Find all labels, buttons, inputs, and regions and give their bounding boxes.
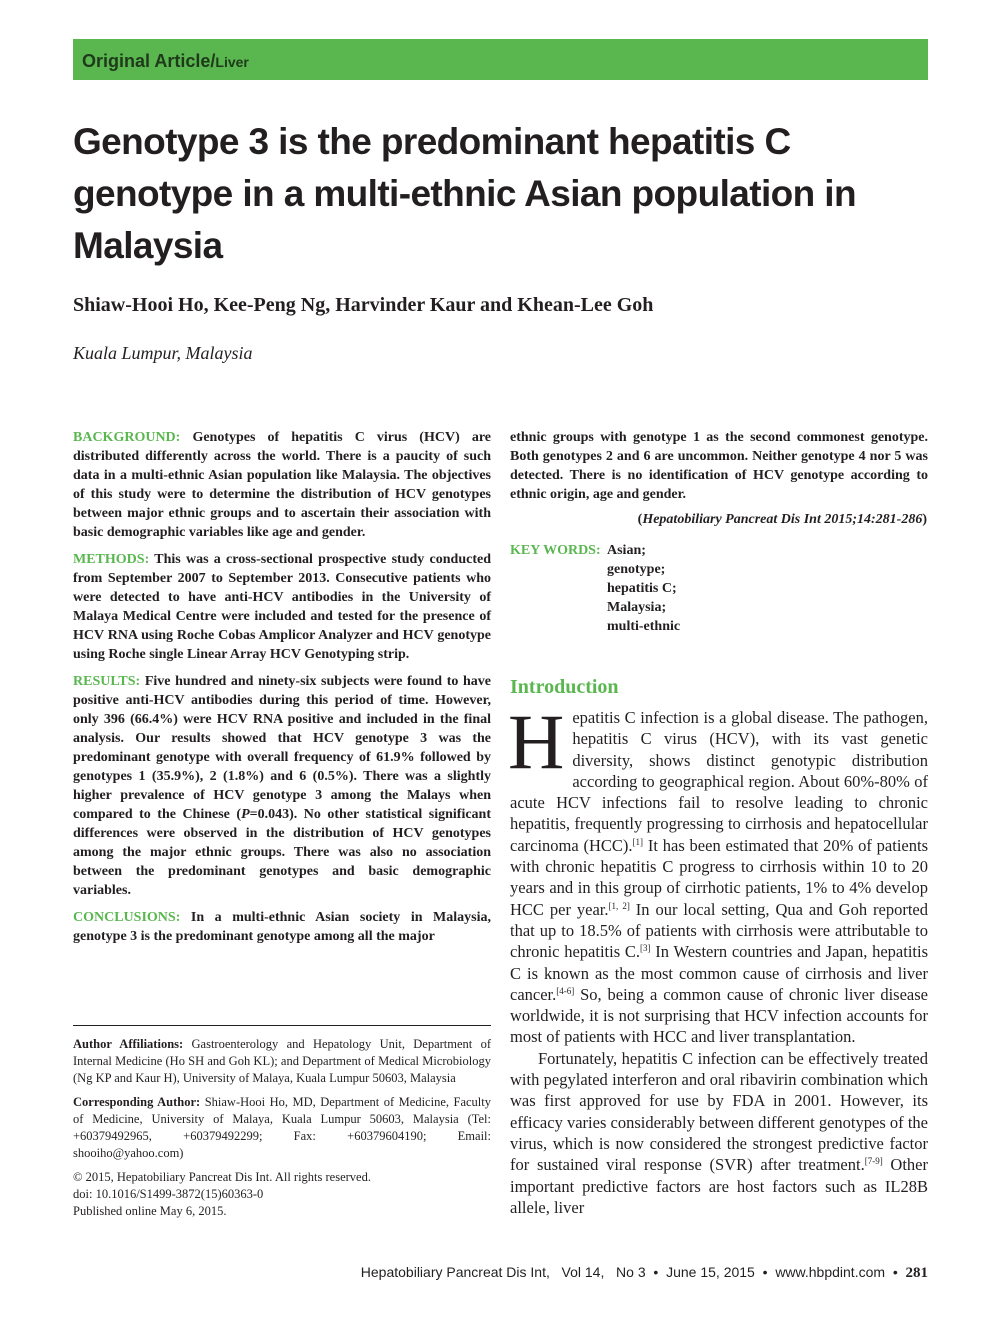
author-list: Shiaw-Hooi Ho, Kee-Peng Ng, Harvinder Kaur and Khean-Lee Goh xyxy=(73,294,654,316)
affiliation-label: Author Affiliations: xyxy=(73,1037,184,1051)
results-p-symbol: P xyxy=(241,807,250,822)
abstract-left-column xyxy=(73,428,491,954)
footnote-divider xyxy=(73,1025,491,1026)
abstract-background xyxy=(73,428,491,542)
conclusions-label: CONCLUSIONS: xyxy=(73,910,181,925)
footer-journal: Hepatobiliary Pancreat Dis Int, xyxy=(360,1264,550,1280)
abstract-citation xyxy=(510,512,927,528)
introduction-heading: Introduction xyxy=(510,676,619,698)
keyword-item: multi-ethnic xyxy=(607,619,681,634)
citation-open: ( xyxy=(637,512,643,527)
footer-volume: Vol 14, xyxy=(561,1264,605,1280)
doi-line[interactable]: doi: 10.1016/S1499-3872(15)60363-0 xyxy=(73,1187,264,1201)
affiliation-note xyxy=(73,1036,491,1087)
conclusions-continued: ethnic groups with genotype 1 as the second commonest genotype. Both genotypes 2 and 6 are uncommon. Neither genotype 4 nor 5 was detected. There is no identification of HCV genotype according to ethnic origin, age and gender. xyxy=(510,430,928,502)
page-footer xyxy=(283,1264,928,1282)
background-label: BACKGROUND: xyxy=(73,430,181,445)
introduction-body xyxy=(508,698,929,1218)
intro-paragraph-2 xyxy=(510,1048,928,1218)
citation-text: Hepatobiliary Pancreat Dis Int 2015;14:281-286 xyxy=(642,512,923,527)
footer-url[interactable]: www.hbpdint.com xyxy=(775,1264,886,1280)
article-title: Genotype 3 is the predominant hepatitis C genotype in a multi-ethnic Asian population in Malaysia xyxy=(73,121,856,266)
intro-text: Fortunately, hepatitis C infection can be effectively treated with pegylated interferon and oral ribavirin combination which was first approved for use by FDA in 2001. However, its efficacy varies considerably between different genotypes of the virus, which is now considered the strongest predictive factor for sustained viral response (SVR) after treatment. xyxy=(510,1048,928,1175)
corresponding-text: Shiaw-Hooi Ho, MD, Department of Medicine, Faculty of Medicine, University of Malaya, Kuala Lumpur 50603, Malaysia (Tel: +60379492965, +60379492299; Fax: +60379604190; Email: shooiho@yahoo.com) xyxy=(73,1095,491,1160)
methods-label: METHODS: xyxy=(73,552,150,567)
section-header-bar xyxy=(73,39,928,80)
intro-text: So, being a common cause of chronic liver disease worldwide, it is not surprising that HCV infection accounts for most of patients with HCC and liver transplantation. xyxy=(510,984,928,1047)
methods-text: This was a cross-sectional prospective study conducted from September 2007 to September 2013. Consecutive patients who were detected to have anti-HCV antibodies in the University of Malaya Medical Centre were included and tested for the presence of HCV RNA using Roche Cobas Amplicor Analyzer and HCV genotype using Roche single Linear Array HCV Genotyping strip. xyxy=(73,552,491,662)
corresponding-author-note xyxy=(73,1094,491,1162)
affiliation-text: Gastroenterology and Hepatology Unit, Department of Internal Medicine (Ho SH and Goh KL); and Department of Medical Microbiology (Ng KP and Kaur H), University of Malaya, Kuala Lumpur 50603, Malaysia xyxy=(73,1037,491,1085)
intro-text: Other important predictive factors are host factors such as IL28B allele, liver xyxy=(510,1155,928,1217)
page-number: 281 xyxy=(905,1265,928,1281)
conclusions-text-1: In a multi-ethnic Asian society in Malaysia, genotype 3 is the predominant genotype among all the major xyxy=(73,910,491,944)
abstract-conclusions xyxy=(73,908,491,946)
intro-paragraph-1 xyxy=(508,698,929,1048)
footer-issue: No 3 xyxy=(616,1264,646,1280)
section-name: Original Article xyxy=(82,51,211,71)
results-text-1: Five hundred and ninety-six subjects were found to have positive anti-HCV antibodies during this period of time. However, only 396 (66.4%) were HCV RNA positive and included in the final analysis. Our results showed that HCV genotype 3 was the predominant genotype with overall frequency of 61.9% followed by genotypes 1 (35.9%), 2 (1.8%) and 6 (0.5%). There was a slightly higher prevalence of HCV genotype 3 among the Malays when compared to the Chinese ( xyxy=(73,674,491,822)
drop-cap: H xyxy=(508,698,565,785)
results-text-2: =0.043). No other statistical significant differences were observed in the distribution of HCV genotypes among the major ethnic groups. There was also no association between the predominant genotypes and basic demographic variables. xyxy=(73,807,491,898)
footer-separator: • xyxy=(892,1264,898,1280)
abstract-right-column xyxy=(510,428,928,512)
keyword-item: genotype; xyxy=(607,562,666,577)
abstract-methods xyxy=(73,550,491,664)
reference-link[interactable]: [1, 2] xyxy=(608,900,630,911)
keyword-item: hepatitis C; xyxy=(607,581,677,596)
author-location: Kuala Lumpur, Malaysia xyxy=(73,343,253,363)
intro-text: In Western countries and Japan, hepatitis C is known as the most common cause of cirrhosis and liver cancer. xyxy=(510,942,929,1004)
section-label: Original Article/Liver xyxy=(82,51,249,71)
keywords-label: KEY WORDS: xyxy=(510,543,601,558)
footer-date: June 15, 2015 xyxy=(666,1264,755,1280)
citation-close: ) xyxy=(922,512,927,527)
keyword-item: Asian; xyxy=(607,543,646,558)
abstract-results xyxy=(73,672,491,900)
intro-text: In our local setting, Qua and Goh reported that up to 18.5% of patients with cirrhosis were attributable to chronic hepatitis C. xyxy=(510,899,928,962)
corresponding-label: Corresponding Author: xyxy=(73,1095,201,1109)
intro-text: It has been estimated that 20% of patients with chronic hepatitis C progress to cirrhosis within 10 to 20 years and in this group of cirrhotic patients, 1% to 4% develop HCC per year. xyxy=(510,835,928,919)
published-line: Published online May 6, 2015. xyxy=(73,1204,227,1218)
footer-separator: • xyxy=(762,1264,768,1280)
copyright-line: © 2015, Hepatobiliary Pancreat Dis Int. All rights reserved. xyxy=(73,1170,371,1184)
subsection-name: Liver xyxy=(215,54,249,70)
keyword-item: Malaysia; xyxy=(607,600,667,615)
results-label: RESULTS: xyxy=(73,674,141,689)
footer-separator: • xyxy=(653,1264,659,1280)
author-affiliations xyxy=(73,1036,491,1220)
keywords-list xyxy=(607,541,757,636)
intro-text: epatitis C infection is a global disease. The pathogen, hepatitis C virus (HCV), with its vast genetic diversity, shows distinct genotypic distribution according to geographical region. About 60%-80% of acute HCV infections fail to resolve leading to chronic hepatitis, frequently progressing to cirrhosis and hepatocellular carcinoma (HCC). xyxy=(510,708,928,855)
reference-link[interactable]: [4-6] xyxy=(556,985,575,996)
reference-link[interactable]: [7-9] xyxy=(864,1156,883,1167)
background-text: Genotypes of hepatitis C virus (HCV) are distributed differently across the world. There is a paucity of such data in a multi-ethnic Asian population like Malaysia. The objectives of this study were to determine the distribution of HCV genotypes between major ethnic groups and to ascertain their association with basic demographic variables like age and gender. xyxy=(73,430,492,540)
reference-link[interactable]: [1] xyxy=(632,836,644,847)
reference-link[interactable]: [3] xyxy=(640,943,651,954)
